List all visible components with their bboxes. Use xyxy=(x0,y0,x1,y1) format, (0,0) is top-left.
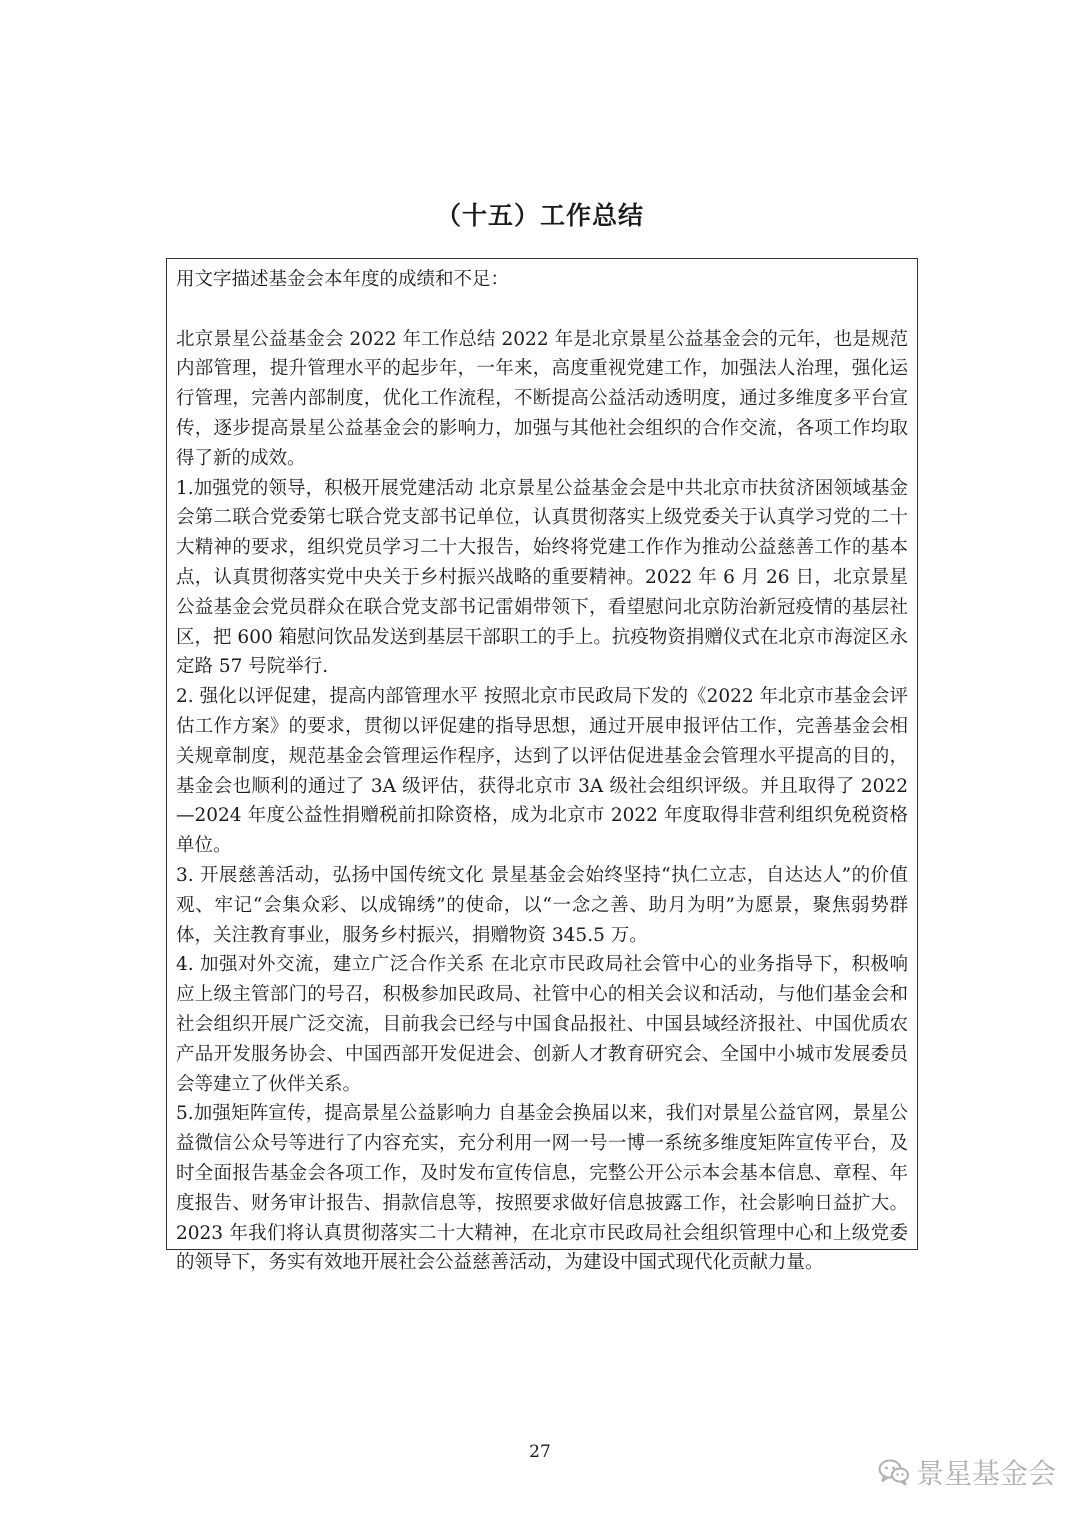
wechat-icon xyxy=(878,1458,910,1486)
watermark-text: 景星基金会 xyxy=(916,1457,1057,1490)
summary-paragraph-charity: 3. 开展慈善活动，弘扬中国传统文化 景星基金会始终坚持“执仁立志，自达达人”的价值观、牢记“会集众彩、以成锦绣”的使命，以“一念之善、助月为明”为愿景，聚焦弱势群体，关注教育事业，服务乡村振兴，捐赠物资 345.5 万。 xyxy=(176,864,908,946)
page-number: 27 xyxy=(529,1442,551,1462)
summary-paragraph-evaluation: 2. 强化以评促建，提高内部管理水平 按照北京市民政局下发的《2022 年北京市基金会评估工作方案》的要求，贯彻以评促建的指导思想，通过开展申报评估工作，完善基金会相关规章制度，规范基金会管理运作程序，达到了以评估促进基金会管理水平提高的目的，基金会也顺利的通过了 3A 级评估，获得北京市 3A 级社会组织评级。并且取得了 2022—2024 年度公益性捐赠税前扣除资格，成为北京市 2022 年度取得非营利组织免税资格单位。 xyxy=(176,686,908,857)
summary-paragraph-intro: 北京景星公益基金会 2022 年工作总结 2022 年是北京景星公益基金会的元年，也是规范内部管理，提升管理水平的起步年，一年来，高度重视党建工作，加强法人治理，强化运行管理，完善内部制度，优化工作流程，不断提高公益活动透明度，通过多维度多平台宣传，逐步提高景星公益基金会的影响力，加强与其他社会组织的合作交流，各项工作均取得了新的成效。 xyxy=(176,328,908,469)
watermark xyxy=(878,1452,1056,1492)
summary-paragraph-exchange: 4. 加强对外交流，建立广泛合作关系 在北京市民政局社会管中心的业务指导下，积极响应上级主管部门的号召，积极参加民政局、社管中心的相关会议和活动，与他们基金会和社会组织开展广泛交流，目前我会已经与中国食品报社、中国县域经济报社、中国优质农产品开发服务协会、中国西部开发促进会、创新人才教育研究会、全国中小城市发展委员会等建立了伙伴关系。 xyxy=(176,954,908,1095)
summary-box xyxy=(166,258,918,1274)
summary-paragraph-party-building: 1.加强党的领导，积极开展党建活动 北京景星公益基金会是中共北京市扶贫济困领域基金会第二联合党委第七联合党支部书记单位，认真贯彻落实上级党委关于认真学习党的二十大精神的要求，组织党员学习二十大报告，始终将党建工作作为推动公益慈善工作的基本点，认真贯彻落实党中央关于乡村振兴战略的重要精神。2022 年 6 月 26 日，北京景星公益基金会党员群众在联合党支部书记雷娟带领下，看望慰问北京防治新冠疫情的基层社区，把 600 箱慰问饮品发送到基层干部职工的手上。抗疫物资捐赠仪式在北京市海淀区永定路 57 号院举行. xyxy=(176,477,908,678)
summary-paragraph-publicity: 5.加强矩阵宣传，提高景星公益影响力 自基金会换届以来，我们对景星公益官网，景星公益微信公众号等进行了内容充实，充分利用一网一号一博一系统多维度矩阵宣传平台，及时全面报告基金会各项工作，及时发布宣传信息，完整公开公示本会基本信息、章程、年度报告、财务审计报告、捐款信息等，按照要求做好信息披露工作，社会影响日益扩大。 2023 年我们将认真贯彻落实二十大精神，在北京市民政局社会组织管理中心和上级党委的领导下，务实有效地开展社会公益慈善活动，为建设中国式现代化贡献力量。 xyxy=(176,1103,908,1274)
summary-prompt: 用文字描述基金会本年度的成绩和不足： xyxy=(176,269,510,290)
page-title: （十五）工作总结 xyxy=(435,201,644,230)
